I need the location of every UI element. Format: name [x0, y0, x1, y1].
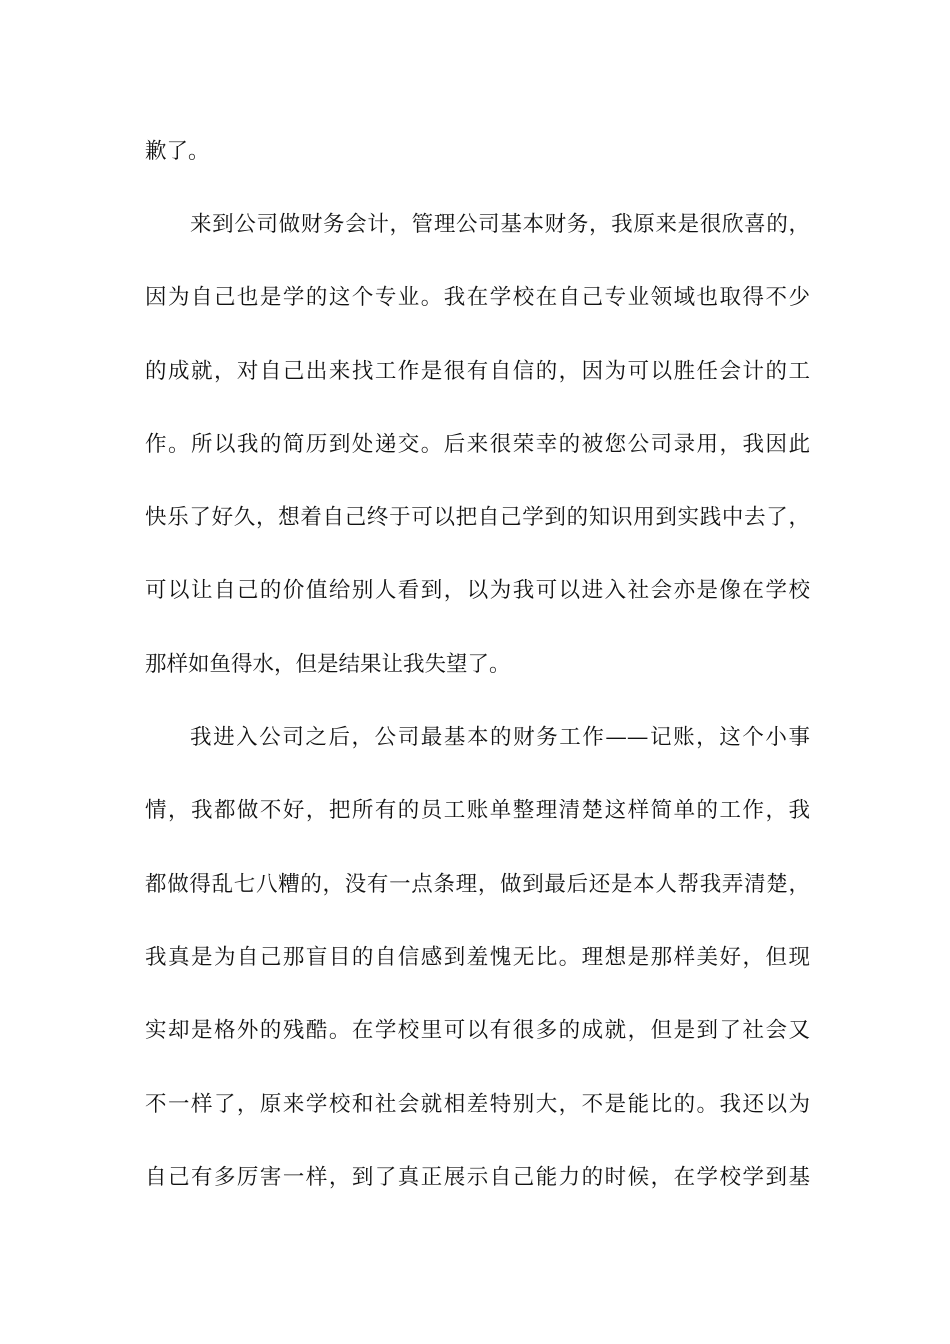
text-line: 作。所以我的简历到处递交。后来很荣幸的被您公司录用，我因此	[145, 432, 810, 457]
text-line: 自己有多厉害一样，到了真正展示自己能力的时候，在学校学到基	[145, 1165, 810, 1190]
text-line: 的成就，对自己出来找工作是很有自信的，因为可以胜任会计的工	[145, 359, 810, 384]
text-line: 来到公司做财务会计，管理公司基本财务，我原来是很欣喜的，	[190, 212, 810, 237]
text-line: 可以让自己的价值给别人看到，以为我可以进入社会亦是像在学校	[145, 578, 810, 603]
text-line: 快乐了好久，想着自己终于可以把自己学到的知识用到实践中去了，	[145, 505, 810, 530]
text-line: 歉了。	[145, 139, 210, 164]
text-line: 我真是为自己那盲目的自信感到羞愧无比。理想是那样美好，但现	[145, 945, 810, 970]
text-line: 那样如鱼得水，但是结果让我失望了。	[145, 652, 511, 677]
text-line: 实却是格外的残酷。在学校里可以有很多的成就，但是到了社会又	[145, 1018, 810, 1043]
text-line: 都做得乱七八糟的，没有一点条理，做到最后还是本人帮我弄清楚，	[145, 872, 810, 897]
text-line: 我进入公司之后，公司最基本的财务工作——记账，这个小事	[190, 725, 810, 750]
text-line: 不一样了，原来学校和社会就相差特别大，不是能比的。我还以为	[145, 1092, 810, 1117]
text-line: 因为自己也是学的这个专业。我在学校在自己专业领域也取得不少	[145, 285, 810, 310]
text-line: 情，我都做不好，把所有的员工账单整理清楚这样简单的工作，我	[145, 798, 810, 823]
